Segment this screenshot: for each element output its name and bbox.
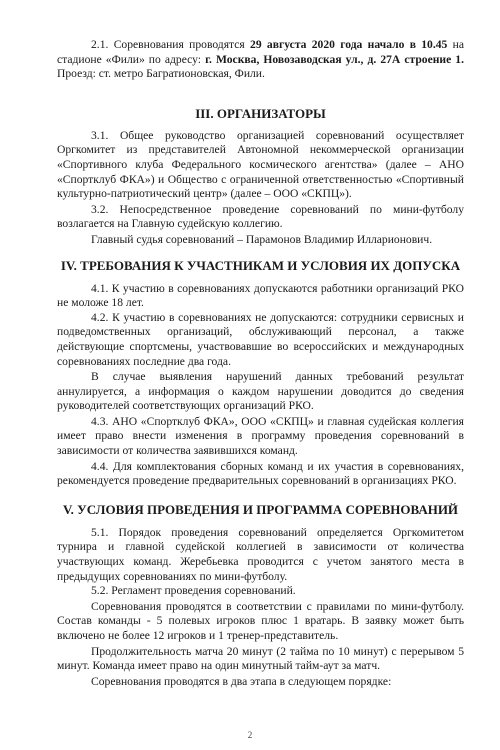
event-date: 29 августа 2020 года начало в 10.45 [250, 38, 448, 51]
paragraph-4-2: 4.2. К участию в соревнованиях не допускаются: сотрудники сервисных и подведомственных организаций, обслуживающий персонал, а также действующие спортсмены, участвовавшие во всероссийских и международных соревнованиях последние два года. [57, 310, 464, 368]
paragraph-4-2-violations: В случае выявления нарушений данных требований результат аннулируется, а информация о каждом нарушении доводится до сведения руководителей соответствующих организаций РКО. [57, 370, 464, 413]
paragraph-3-1: 3.1. Общее руководство организацией соревнований осуществляет Оргкомитет из представителей Автономной некоммерческой организации «Спортивного клуба Федерального космического агентства» (далее – АНО «Спортклуб ФКА») и Общество с ограниченной ответственностью «Спортивный культурно-патриотический центр» (далее – ООО «СКПЦ»). [57, 128, 464, 201]
text-run: на стадионе «Фили» по адресу: [57, 38, 464, 66]
section-heading-program: V. УСЛОВИЯ ПРОВЕДЕНИЯ И ПРОГРАММА СОРЕВНОВАНИЙ [62, 501, 459, 517]
paragraph-4-1: 4.1. К участию в соревнованиях допускаются работники организаций РКО не моложе 18 лет. [57, 281, 464, 310]
paragraph-2-1 [57, 38, 464, 82]
paragraph-4-3: 4.3. АНО «Спортклуб ФКА», ООО «СКПЦ» и главная судейская коллегия имеет право внести изменения в программу проведения соревнований в зависимости от количества заявившихся команд. [57, 414, 464, 458]
event-address: г. Москва, Новозаводская ул., д. 27А строение 1. [205, 52, 464, 66]
section-heading-organizers: III. ОРГАНИЗАТОРЫ [195, 105, 326, 121]
paragraph-stages: Соревнования проводятся в два этапа в следующем порядке: [91, 674, 392, 688]
paragraph-5-1: 5.1. Порядок проведения соревнований определяется Оргкомитетом турнира и главной судейской коллегией в зависимости от количества участвующих команд. Жеребьевка проводится с учетом занятого места в предыдущих соревнованиях по мини-футболу. [57, 525, 464, 583]
chief-judge: Главный судья соревнований – Парамонов Владимир Илларионович. [91, 232, 433, 246]
paragraph-4-4: 4.4. Для комплектования сборных команд и их участия в соревнованиях, рекомендуется проведение предварительных соревнований в организациях РКО. [57, 459, 464, 488]
paragraph-rules: Соревнования проводятся в соответствии с правилами по мини-футболу. Состав команды - 5 полевых игроков плюс 1 вратарь. В заявку может быть включено не более 12 игроков и 1 тренер-представитель. [57, 599, 464, 642]
text-run: Проезд: ст. метро Багратионовская, Фили. [57, 67, 265, 81]
paragraph-duration: Продолжительность матча 20 минут (2 тайма по 10 минут) с перерывом 5 минут. Команда имеет право на один минутный тайм-аут за матч. [57, 644, 464, 673]
page-number: 2 [247, 730, 253, 740]
paragraph-3-2: 3.2. Непосредственное проведение соревнований по мини-футболу возлагается на Главную судейскую коллегию. [57, 202, 464, 231]
text-run: 2.1. Соревнования проводятся [91, 38, 251, 51]
paragraph-5-2: 5.2. Регламент проведения соревнований. [91, 584, 296, 598]
section-heading-participants: IV. ТРЕБОВАНИЯ К УЧАСТНИКАМ И УСЛОВИЯ ИХ ДОПУСКА [60, 257, 461, 273]
document-page [57, 38, 464, 689]
